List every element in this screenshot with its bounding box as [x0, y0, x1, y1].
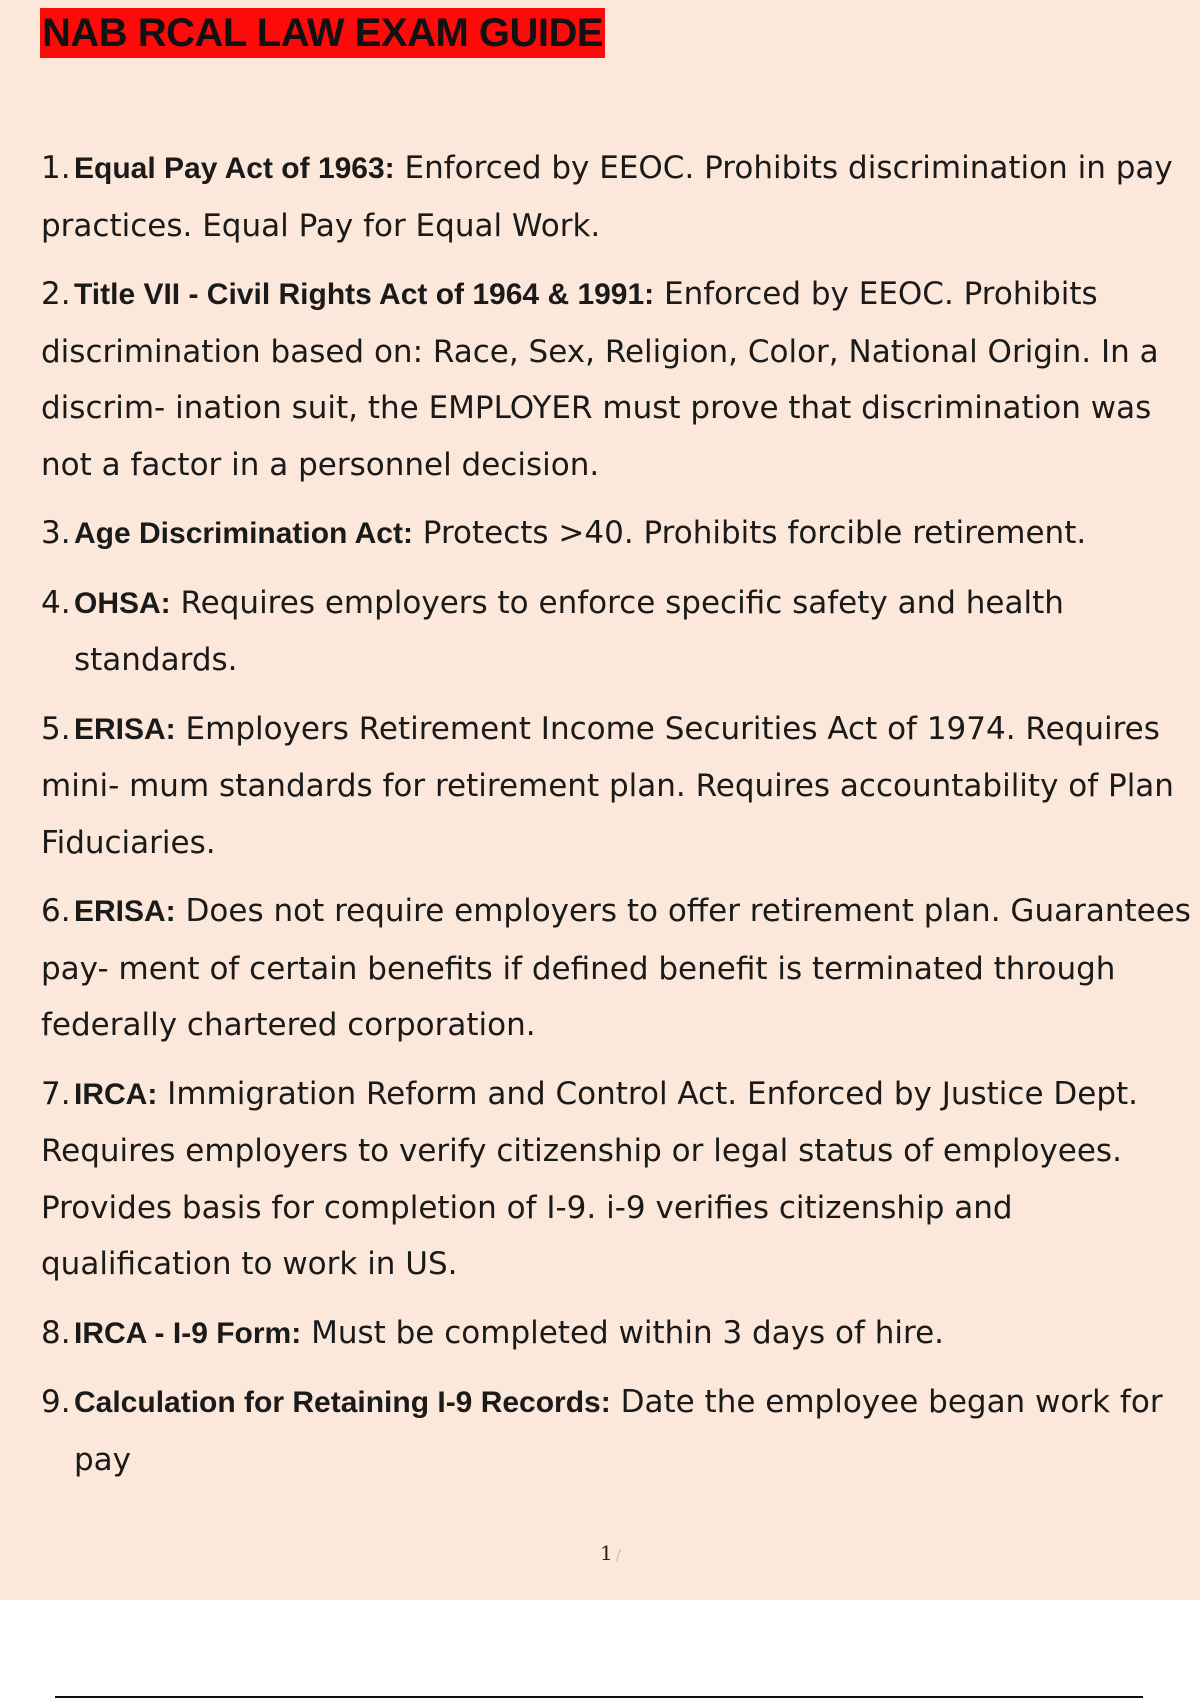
- list-item: [41, 575, 1191, 689]
- item-term: Age Discrimination Act:: [74, 517, 413, 550]
- list-item: [41, 883, 1191, 1054]
- list-item: [41, 1305, 1191, 1363]
- list-item: [41, 505, 1191, 563]
- item-number: 8.: [41, 1314, 71, 1351]
- footer-divider: [55, 1696, 1143, 1698]
- list-item: [41, 701, 1191, 872]
- item-number: 3.: [41, 515, 71, 551]
- page-number-mark: /: [615, 1546, 621, 1564]
- item-number: 5.: [41, 710, 71, 747]
- item-text: Must be completed within 3 days of hire.: [301, 1314, 945, 1351]
- list-item: [41, 266, 1191, 493]
- list-item: [41, 1374, 1191, 1488]
- item-number: 6.: [41, 893, 71, 929]
- list-item: [41, 1066, 1191, 1293]
- item-text: Does not require employers to offer retirement plan. Guarantees pay- ment of certain benefits if defined benefit is terminated through federally chartered corporation.: [41, 893, 1191, 1043]
- item-number: 4.: [41, 584, 71, 621]
- item-term: Title VII - Civil Rights Act of 1964 & 1991:: [74, 278, 655, 311]
- item-term: IRCA:: [74, 1077, 158, 1111]
- item-term: Equal Pay Act of 1963:: [74, 152, 395, 185]
- item-term: OHSA:: [74, 586, 171, 620]
- item-number: 7.: [41, 1075, 71, 1112]
- item-term: Calculation for Retaining I-9 Records:: [74, 1386, 611, 1419]
- item-text: Requires employers to enforce specific safety and health standards.: [74, 584, 1064, 678]
- list-item: [41, 140, 1191, 254]
- item-text: Enforced by EEOC. Prohibits discrimination in pay practices. Equal Pay for Equal Work.: [41, 150, 1173, 244]
- item-term: ERISA:: [74, 895, 176, 928]
- page-number: [600, 1541, 621, 1565]
- item-number: 1.: [41, 150, 71, 186]
- document-title: NAB RCAL LAW EXAM GUIDE: [40, 8, 605, 58]
- item-term: ERISA:: [74, 712, 176, 746]
- item-text: Protects >40. Prohibits forcible retirement.: [412, 515, 1087, 551]
- item-term: IRCA - I-9 Form:: [74, 1316, 302, 1350]
- page-number-value: 1: [600, 1541, 613, 1565]
- item-text: Date the employee began work for pay: [74, 1384, 1163, 1478]
- item-number: 2.: [41, 276, 71, 312]
- item-text: Enforced by EEOC. Prohibits discrimination based on: Race, Sex, Religion, Color, National Origin. In a discrim- ination suit, the EMPLOYER must prove that discrimination was not a factor in a personnel decision.: [41, 276, 1159, 483]
- item-text: Immigration Reform and Control Act. Enforced by Justice Dept. Requires employers to verify citizenship or legal status of employees. Provides basis for completion of I-9. i-9 verifies citizenship and qualification to work in US.: [41, 1075, 1139, 1282]
- item-text: Employers Retirement Income Securities Act of 1974. Requires mini- mum standards for retirement plan. Requires accountability of Plan Fiduciaries.: [41, 710, 1174, 861]
- item-number: 9.: [41, 1384, 71, 1420]
- exam-guide-list: [41, 140, 1191, 1500]
